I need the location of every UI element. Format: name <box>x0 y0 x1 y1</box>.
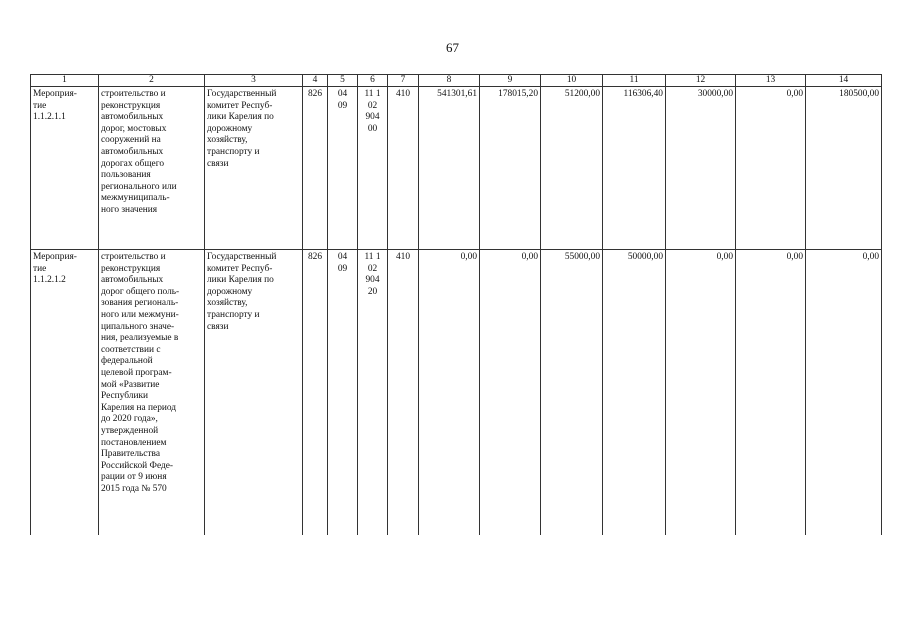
code-target-cell: 11 1 02 904 00 <box>358 87 388 250</box>
amount-cell: 116306,40 <box>603 87 666 250</box>
column-header: 5 <box>328 75 358 87</box>
code-section-cell: 04 09 <box>328 87 358 250</box>
measure-id-cell: Мероприя- тие 1.1.2.1.1 <box>31 87 99 250</box>
column-header: 4 <box>303 75 328 87</box>
amount-cell: 0,00 <box>736 87 806 250</box>
code-target-cell: 11 1 02 904 20 <box>358 250 388 535</box>
column-header: 3 <box>205 75 303 87</box>
amount-cell: 0,00 <box>736 250 806 535</box>
column-header: 6 <box>358 75 388 87</box>
executor-cell: Государственный комитет Респуб- лики Карелия по дорожному хозяйству, транспорту и связи <box>205 250 303 535</box>
column-header: 11 <box>603 75 666 87</box>
amount-cell: 0,00 <box>806 250 882 535</box>
amount-cell: 541301,61 <box>419 87 480 250</box>
code-section-cell: 04 09 <box>328 250 358 535</box>
amount-cell: 0,00 <box>480 250 541 535</box>
amount-cell: 180500,00 <box>806 87 882 250</box>
amount-cell: 55000,00 <box>541 250 603 535</box>
column-header: 1 <box>31 75 99 87</box>
column-header: 13 <box>736 75 806 87</box>
column-header: 10 <box>541 75 603 87</box>
code-expense-type-cell: 410 <box>388 87 419 250</box>
amount-cell: 50000,00 <box>603 250 666 535</box>
executor-cell: Государственный комитет Респуб- лики Карелия по дорожному хозяйству, транспорту и связи <box>205 87 303 250</box>
page-number: 67 <box>446 40 459 55</box>
column-header: 14 <box>806 75 882 87</box>
column-number-row <box>31 75 882 87</box>
column-header: 2 <box>99 75 205 87</box>
measure-id-cell: Мероприя- тие 1.1.2.1.2 <box>31 250 99 535</box>
code-grbs-cell: 826 <box>303 87 328 250</box>
column-header: 9 <box>480 75 541 87</box>
table-row <box>31 250 882 535</box>
column-header: 8 <box>419 75 480 87</box>
table-row <box>31 87 882 250</box>
amount-cell: 51200,00 <box>541 87 603 250</box>
measure-description-cell: строительство и реконструкция автомобильных дорог общего поль- зования региональ- ного или межмуни- ципального значе- ния, реализуемые в соответствии с федеральной целевой програм- мой «Развитие Республики Карелия на период до 2020 года», утвержденной постановлением Правительства Российской Феде- рации от 9 июня 2015 года № 570 <box>99 250 205 535</box>
column-header: 12 <box>666 75 736 87</box>
amount-cell: 30000,00 <box>666 87 736 250</box>
budget-table <box>30 74 882 535</box>
amount-cell: 0,00 <box>419 250 480 535</box>
code-expense-type-cell: 410 <box>388 250 419 535</box>
column-header: 7 <box>388 75 419 87</box>
amount-cell: 178015,20 <box>480 87 541 250</box>
code-grbs-cell: 826 <box>303 250 328 535</box>
amount-cell: 0,00 <box>666 250 736 535</box>
measure-description-cell: строительство и реконструкция автомобильных дорог, мостовых сооружений на автомобильных дорогах общего пользования регионального или межмуниципаль- ного значения <box>99 87 205 250</box>
